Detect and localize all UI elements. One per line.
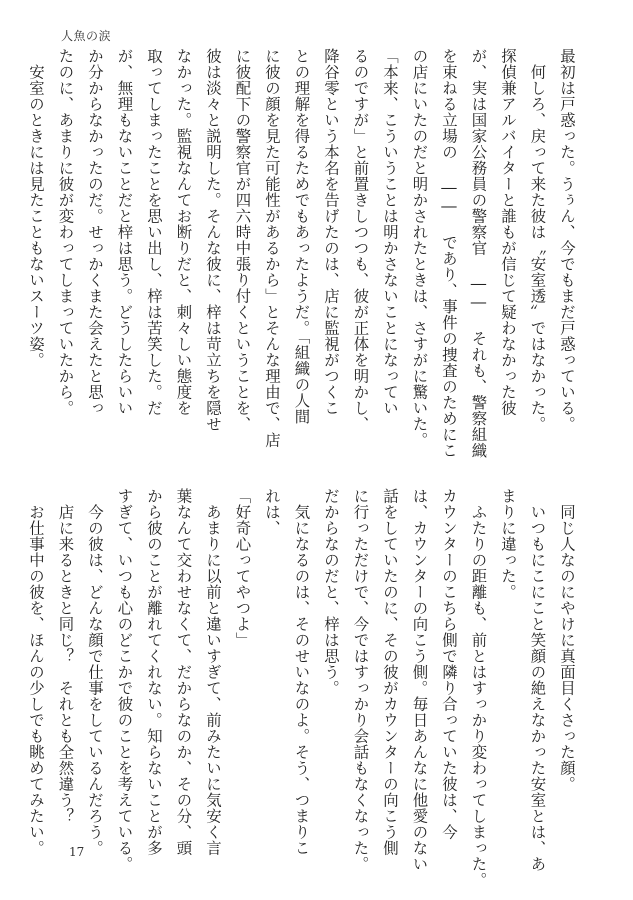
text-line: カウンターのこちら側で隣り合っていた彼は、今	[440, 488, 458, 840]
text-line: なかった。監視なんてお断りだと、刺々しい態度を	[174, 48, 193, 416]
text-line: 安室のときには見たこともないスーツ姿。	[27, 48, 45, 368]
text-line: 同じ人なのにやけに真面目くさった顔。	[558, 488, 576, 792]
text-line: か分からなかったのだ。せっかくまた会えたと思っ	[86, 48, 104, 416]
running-title: 人魚の涙	[61, 29, 112, 43]
text-line: るのですが」と前置きしつつも、彼が正体を明かし、	[351, 48, 370, 432]
text-line: 降谷零という本名を告げたのは、店に監視がつくこ	[322, 48, 340, 416]
page-number: 17	[69, 845, 85, 859]
text-line: を束ねる立場の ―― であり、事件の捜査のためにこ	[440, 48, 458, 459]
text-line: 最初は戸惑った。うぅん、今でもまだ戸惑っている。	[558, 48, 576, 432]
upper-text-block	[21, 48, 582, 459]
text-line: に彼配下の警察官が四六時中張り付くということを、	[233, 48, 252, 432]
text-line: すぎて、いつも心のどこかで彼のことを考えている。	[115, 488, 134, 872]
text-line: あまりに以前と違いすぎて、前みたいに気安く言	[204, 488, 222, 856]
text-line: 「好奇心ってやつよ」	[233, 488, 252, 648]
text-line: ふたりの距離も、前とはすっかり変わってしまった。	[469, 488, 488, 888]
text-line: まりに違った。	[499, 488, 517, 600]
text-line: れは、	[263, 488, 281, 536]
text-line: お仕事中の彼を、ほんの少しでも眺めてみたい。	[27, 488, 45, 856]
text-line: 気になるのは、そのせいなのよ。そう、つまりこ	[292, 488, 311, 856]
text-line: から彼のことが離れてくれない。知らないことが多	[145, 488, 163, 856]
text-line: 葉なんて交わせなくて、だからなのか、その分、頭	[174, 488, 193, 856]
text-line: が、無理もないことだと梓は思う。どうしたらいい	[115, 48, 134, 416]
text-line: だからなのだと、梓は思う。	[322, 488, 340, 696]
text-line: 今の彼は、どんな顔で仕事をしているんだろう。	[86, 488, 104, 856]
text-line: 探偵兼アルバイターと誰もが信じて疑わなかった彼	[499, 48, 517, 416]
text-line: たのに、あまりに彼が変わってしまっていたから。	[56, 48, 75, 416]
text-line: 取ってしまったことを思い出し、梓は苦笑した。だ	[145, 48, 163, 416]
text-line: 「本来、こういうことは明かさないことになってい	[381, 48, 399, 416]
text-line: は、カウンターの向こう側。毎日あんなに他愛のない	[410, 488, 429, 872]
text-line: 何しろ、戻って来た彼は〝安室透〟ではなかった。	[528, 48, 547, 432]
text-line: いつもにこにこと笑顔の絶えなかった安室とは、あ	[528, 488, 547, 872]
text-line: との理解を得るためでもあったようだ。「組織の人間	[292, 48, 311, 425]
text-line: の店にいたのだと明かされたときは、さすがに驚いた。	[410, 48, 429, 448]
text-line: 彼は淡々と説明した。そんな彼に、梓は苛立ちを隠せ	[204, 48, 222, 432]
text-line: 話をしていたのに、その彼がカウンターの向こう側	[381, 488, 399, 856]
text-line: 店に来るときと同じ？ それとも全然違う？	[56, 488, 75, 824]
text-line: に行っただけで、今ではすっかり会話もなくなった。	[351, 488, 370, 872]
text-line: に彼の顔を見た可能性があるから」とそんな理由で、店	[263, 48, 281, 448]
text-line: が、実は国家公務員の警察官 ―― それも、警察組織	[469, 48, 488, 459]
